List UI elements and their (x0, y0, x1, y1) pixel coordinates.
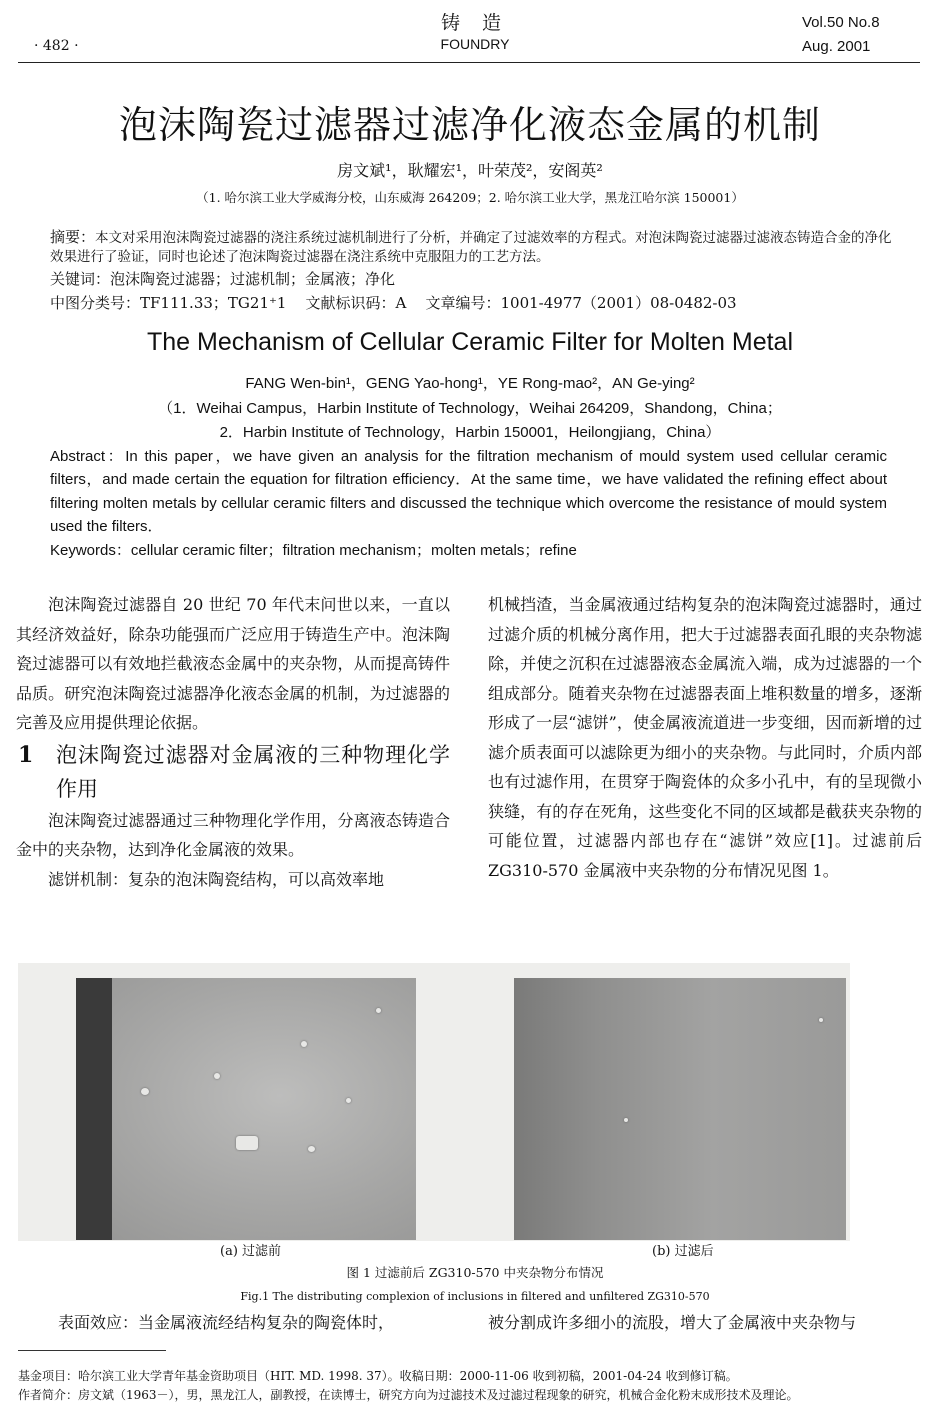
page-number: · 482 · (34, 38, 79, 54)
inclusion-particle (308, 1146, 315, 1152)
figure-label-a: (a) 过滤前 (220, 1244, 282, 1259)
keywords-cn-text: 泡沫陶瓷过滤器；过滤机制；金属液；净化 (110, 270, 396, 288)
abstract-en-label: Abstract： (50, 448, 126, 465)
keywords-en (50, 539, 887, 560)
article-id-value: 1001-4977（2001）08-0482-03 (500, 294, 737, 312)
body-column-right (488, 590, 922, 885)
abstract-cn-text: 本文对采用泡沫陶瓷过滤器的浇注系统过滤机制进行了分析，并确定了过滤效率的方程式。对泡沫陶瓷过滤器过滤液态铸造合金的净化效果进行了验证，同时也论述了泡沫陶瓷过滤器在浇注系统中克服阻力的工艺方法。 (50, 230, 892, 265)
figure-label-b: (b) 过滤后 (652, 1244, 714, 1259)
figure-caption-cn: 图 1 过滤前后 ZG310-570 中夹杂物分布情况 (346, 1265, 604, 1280)
micrograph-before-filtering (76, 978, 416, 1240)
keywords-cn-label: 关键词： (50, 270, 111, 288)
filter-cake-paragraph-start: 滤饼机制：复杂的泡沫陶瓷结构，可以高效率地 (48, 869, 385, 889)
authors-en: FANG Wen-bin¹，GENG Yao-hong¹，YE Rong-mao²，AN Ge-ying² (245, 375, 695, 392)
inclusion-particle (346, 1098, 351, 1103)
inclusion-particle (141, 1088, 149, 1095)
inclusion-particle (376, 1008, 381, 1013)
inclusion-particle (624, 1118, 628, 1122)
abstract-en (50, 445, 887, 538)
footnote-author-bio: 作者简介：房文斌（1963－），男，黑龙江人，副教授，在读博士，研究方向为过滤技术及过滤过程现象的研究，机械合金化粉末成形技术及理论。 (18, 1388, 799, 1402)
surface-effect-paragraph-cont: 被分割成许多细小的流股，增大了金属液中夹杂物与 (488, 1313, 857, 1332)
filter-cake-paragraph-cont: 机械挡渣，当金属液通过结构复杂的泡沫陶瓷过滤器时，通过过滤介质的机械分离作用，把大于过滤器表面孔眼的夹杂物滤除，并使之沉积在过滤器液态金属流入端，成为过滤器的一个组成部分。随着夹杂物在过滤器表面上堆积数量的增多，逐渐形成了一层“滤饼”，使金属液流道进一步变细，因而新增的过滤介质表面可以滤除更为细小的夹杂物。与此同时，介质内部也有过滤作用，在贯穿于陶瓷体的众多小孔中，有的呈现微小狭缝，有的存在死角，这些变化不同的区域都是截获夹杂物的可能位置，过滤器内部也存在“滤饼”效应[1]。过滤前后 ZG310-570 金属液中夹杂物的分布情况见图 1。 (488, 595, 922, 880)
journal-name-en: FOUNDRY (440, 36, 510, 52)
figure-caption-en: Fig.1 The distributing complexion of inclusions in filtered and unfiltered ZG310-570 (240, 1290, 710, 1303)
keywords-en-label: Keywords： (50, 542, 131, 559)
volume-issue: Vol.50 No.8 (802, 14, 880, 31)
section-number: 1 (18, 741, 34, 768)
journal-name-cn: 铸 造 (440, 12, 510, 34)
section-title: 泡沫陶瓷过滤器对金属液的三种物理化学作用 (56, 742, 450, 801)
footnote-rule (18, 1350, 166, 1351)
keywords-en-text: cellular ceramic filter；filtration mechanism；molten metals；refine (130, 542, 577, 559)
abstract-cn (50, 228, 892, 267)
scale-bar (76, 978, 112, 1240)
doc-code-value: A (395, 294, 407, 312)
affiliation-en-line2: 2．Harbin Institute of Technology，Harbin 150001，Heilongjiang，China） (219, 424, 721, 441)
surface-effect-paragraph-start: 表面效应：当金属液流经结构复杂的陶瓷体时， (58, 1313, 395, 1332)
affiliation-cn: （1. 哈尔滨工业大学威海分校，山东威海 264209；2. 哈尔滨工业大学，黑龙江哈尔滨 150001） (196, 190, 744, 205)
abstract-cn-label: 摘要： (50, 228, 96, 246)
authors-cn: 房文斌¹，耿耀宏¹，叶荣茂²，安阁英² (337, 161, 603, 180)
issue-date: Aug. 2001 (802, 38, 871, 55)
paper-title-cn: 泡沫陶瓷过滤器过滤净化液态金属的机制 (118, 103, 821, 147)
paper-title-en: The Mechanism of Cellular Ceramic Filter for Molten Metal (146, 328, 794, 356)
clc-value: TF111.33；TG21⁺1 (140, 294, 287, 312)
micrograph-after-filtering (514, 978, 846, 1240)
clc-label: 中图分类号： (50, 294, 141, 312)
inclusion-particle (214, 1073, 220, 1079)
body-column-left (16, 590, 450, 894)
classification-cn (50, 294, 892, 313)
affiliation-en-line1: （1．Weihai Campus，Harbin Institute of Technology，Weihai 264209，Shandong，China； (158, 400, 782, 417)
article-id-label: 文章编号： (425, 294, 501, 312)
footnote-funding: 基金项目：哈尔滨工业大学青年基金资助项目（HIT. MD. 1998. 37）。收稿日期：2000-11-06 收到初稿，2001-04-24 收到修订稿。 (18, 1369, 738, 1383)
section-paragraph: 泡沫陶瓷过滤器通过三种物理化学作用，分离液态铸造合金中的夹杂物，达到净化金属液的效果。 (16, 810, 450, 859)
header-rule (18, 62, 920, 63)
doc-code-label: 文献标识码： (305, 294, 396, 312)
inclusion-particle (236, 1136, 258, 1150)
inclusion-particle (301, 1041, 307, 1047)
inclusion-particle (819, 1018, 823, 1022)
section-heading (16, 738, 450, 806)
figure-1 (18, 963, 850, 1241)
intro-paragraph: 泡沫陶瓷过滤器自 20 世纪 70 年代末问世以来，一直以其经济效益好，除杂功能强而广泛应用于铸造生产中。泡沫陶瓷过滤器可以有效地拦截液态金属中的夹杂物，从而提高铸件品质。研究泡沫陶瓷过滤器净化液态金属的机制，为过滤器的完善及应用提供理论依据。 (16, 595, 450, 732)
abstract-en-text: In this paper，we have given an analysis for the filtration mechanism of mould system used cellular ceramic filters，and made certain the equation for filtration efficiency．At the same time，we have validated the refining effect about filtering molten metals by cellular ceramic filters and discussed the technique which overcome the resistance of mould system used the filters． (50, 448, 887, 535)
keywords-cn (50, 270, 892, 289)
